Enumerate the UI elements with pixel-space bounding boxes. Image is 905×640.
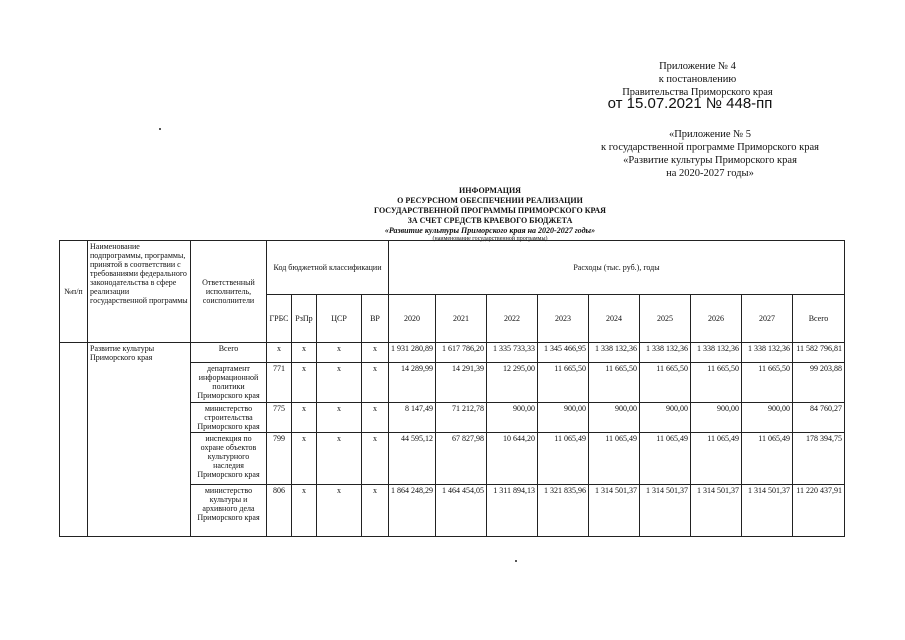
expense-cell: 1 464 454,05 bbox=[436, 485, 487, 537]
expense-cell: 11 665,50 bbox=[691, 363, 742, 403]
code-cell: 799 bbox=[267, 433, 292, 485]
total-cell: 84 760,27 bbox=[793, 403, 845, 433]
appendix-4-line: Приложение № 4 bbox=[659, 61, 736, 72]
expense-cell: 1 864 248,29 bbox=[389, 485, 436, 537]
code-cell: x bbox=[317, 363, 362, 403]
executor-cell: инспекция по охране объектов культурного наследия Приморского края bbox=[191, 433, 267, 485]
header-year: 2027 bbox=[742, 295, 793, 343]
appendix-5-line: «Приложение № 5 bbox=[668, 129, 752, 140]
code-cell: 775 bbox=[267, 403, 292, 433]
expense-cell: 12 295,00 bbox=[487, 363, 538, 403]
expense-cell: 44 595,12 bbox=[389, 433, 436, 485]
header-year: 2021 bbox=[436, 295, 487, 343]
code-cell: x bbox=[292, 433, 317, 485]
code-cell: x bbox=[292, 363, 317, 403]
expense-cell: 1 311 894,13 bbox=[487, 485, 538, 537]
executor-cell: департамент информационной политики Приморского края bbox=[191, 363, 267, 403]
expense-cell: 1 345 466,95 bbox=[538, 343, 589, 363]
header-vr: ВР bbox=[362, 295, 389, 343]
code-cell: x bbox=[292, 343, 317, 363]
expense-cell: 1 338 132,36 bbox=[742, 343, 793, 363]
header-year: 2025 bbox=[640, 295, 691, 343]
code-cell: x bbox=[317, 343, 362, 363]
expense-cell: 11 065,49 bbox=[742, 433, 793, 485]
code-cell: x bbox=[362, 403, 389, 433]
expense-cell: 1 338 132,36 bbox=[691, 343, 742, 363]
expense-cell: 1 314 501,37 bbox=[742, 485, 793, 537]
executor-cell: министерство культуры и архивного дела Приморского края bbox=[191, 485, 267, 537]
header-rzpr: РзПр bbox=[292, 295, 317, 343]
header-year: 2023 bbox=[538, 295, 589, 343]
expense-cell: 11 665,50 bbox=[640, 363, 691, 403]
expense-cell: 14 289,99 bbox=[389, 363, 436, 403]
header-year: 2024 bbox=[589, 295, 640, 343]
header-subprogram-name: Наименование подпрограммы, программы, принятой в соответствии с требованиями федерального законодательства в сфере реализации государственной программы bbox=[88, 241, 191, 343]
expense-cell: 11 065,49 bbox=[640, 433, 691, 485]
title-line: ИНФОРМАЦИЯ bbox=[459, 186, 521, 195]
expense-cell: 1 617 786,20 bbox=[436, 343, 487, 363]
expense-cell: 1 314 501,37 bbox=[640, 485, 691, 537]
appendix-4-line: к постановлению bbox=[658, 74, 737, 85]
code-cell: x bbox=[317, 433, 362, 485]
expense-cell: 11 665,50 bbox=[589, 363, 640, 403]
appendix-5-line: на 2020-2027 годы» bbox=[666, 168, 754, 179]
expense-cell: 71 212,78 bbox=[436, 403, 487, 433]
order-date-number: от 15.07.2021 № 448-пп bbox=[607, 95, 773, 112]
header-expenses: Расходы (тыс. руб.), годы bbox=[389, 241, 845, 295]
code-cell: 806 bbox=[267, 485, 292, 537]
total-cell: 11 582 796,81 bbox=[793, 343, 845, 363]
expense-cell: 10 644,20 bbox=[487, 433, 538, 485]
expense-cell: 11 665,50 bbox=[742, 363, 793, 403]
header-total: Всего bbox=[793, 295, 845, 343]
expense-cell: 11 665,50 bbox=[538, 363, 589, 403]
code-cell: 771 bbox=[267, 363, 292, 403]
expense-cell: 900,00 bbox=[589, 403, 640, 433]
program-name-caption: (наименование государственной программы) bbox=[432, 236, 548, 242]
executor-cell: министерство строительства Приморского края bbox=[191, 403, 267, 433]
code-cell: x bbox=[292, 485, 317, 537]
appendix-5-line: «Развитие культуры Приморского края bbox=[623, 155, 797, 166]
appendix-5-header bbox=[555, 128, 865, 180]
expense-cell: 1 314 501,37 bbox=[589, 485, 640, 537]
expense-cell: 11 065,49 bbox=[691, 433, 742, 485]
total-cell: 99 203,88 bbox=[793, 363, 845, 403]
expense-cell: 1 338 132,36 bbox=[640, 343, 691, 363]
expense-cell: 67 827,98 bbox=[436, 433, 487, 485]
code-cell: x bbox=[362, 343, 389, 363]
expense-cell: 900,00 bbox=[487, 403, 538, 433]
header-executor: Ответственный исполнитель, соисполнители bbox=[191, 241, 267, 343]
expense-cell: 11 065,49 bbox=[589, 433, 640, 485]
program-name: «Развитие культуры Приморского края на 2020-2027 годы» bbox=[384, 226, 596, 235]
header-budget-code: Код бюджетной классификации bbox=[267, 241, 389, 295]
total-cell: 11 220 437,91 bbox=[793, 485, 845, 537]
expense-cell: 1 338 132,36 bbox=[589, 343, 640, 363]
appendix-4-header bbox=[585, 60, 810, 99]
code-cell: x bbox=[317, 485, 362, 537]
expense-cell: 1 931 280,89 bbox=[389, 343, 436, 363]
program-name-cell: Развитие культуры Приморского края bbox=[88, 343, 191, 537]
resource-table bbox=[59, 240, 845, 537]
expense-cell: 900,00 bbox=[742, 403, 793, 433]
code-cell: x bbox=[362, 363, 389, 403]
code-cell: x bbox=[267, 343, 292, 363]
expense-cell: 1 335 733,33 bbox=[487, 343, 538, 363]
header-num: №п/п bbox=[60, 241, 88, 343]
scan-dot bbox=[159, 128, 161, 130]
title-line: ГОСУДАРСТВЕННОЙ ПРОГРАММЫ ПРИМОРСКОГО КРАЯ bbox=[374, 206, 606, 215]
header-csr: ЦСР bbox=[317, 295, 362, 343]
row-number-cell bbox=[60, 343, 88, 537]
code-cell: x bbox=[362, 485, 389, 537]
appendix-5-line: к государственной программе Приморского края bbox=[601, 142, 819, 153]
expense-cell: 1 321 835,96 bbox=[538, 485, 589, 537]
expense-cell: 900,00 bbox=[691, 403, 742, 433]
header-year: 2026 bbox=[691, 295, 742, 343]
document-title bbox=[250, 186, 730, 243]
expense-cell: 8 147,49 bbox=[389, 403, 436, 433]
title-line: ЗА СЧЕТ СРЕДСТВ КРАЕВОГО БЮДЖЕТА bbox=[407, 216, 573, 225]
expense-cell: 11 065,49 bbox=[538, 433, 589, 485]
header-year: 2022 bbox=[487, 295, 538, 343]
appendix-4-line: Правительства Приморского края bbox=[622, 87, 773, 98]
expense-cell: 900,00 bbox=[538, 403, 589, 433]
title-line: О РЕСУРСНОМ ОБЕСПЕЧЕНИИ РЕАЛИЗАЦИИ bbox=[397, 196, 583, 205]
header-grbs: ГРБС bbox=[267, 295, 292, 343]
total-cell: 178 394,75 bbox=[793, 433, 845, 485]
expense-cell: 900,00 bbox=[640, 403, 691, 433]
header-year: 2020 bbox=[389, 295, 436, 343]
executor-cell: Всего bbox=[191, 343, 267, 363]
expense-cell: 14 291,39 bbox=[436, 363, 487, 403]
scan-dot bbox=[515, 560, 517, 562]
code-cell: x bbox=[317, 403, 362, 433]
expense-cell: 1 314 501,37 bbox=[691, 485, 742, 537]
code-cell: x bbox=[362, 433, 389, 485]
code-cell: x bbox=[292, 403, 317, 433]
table-row bbox=[60, 343, 845, 363]
